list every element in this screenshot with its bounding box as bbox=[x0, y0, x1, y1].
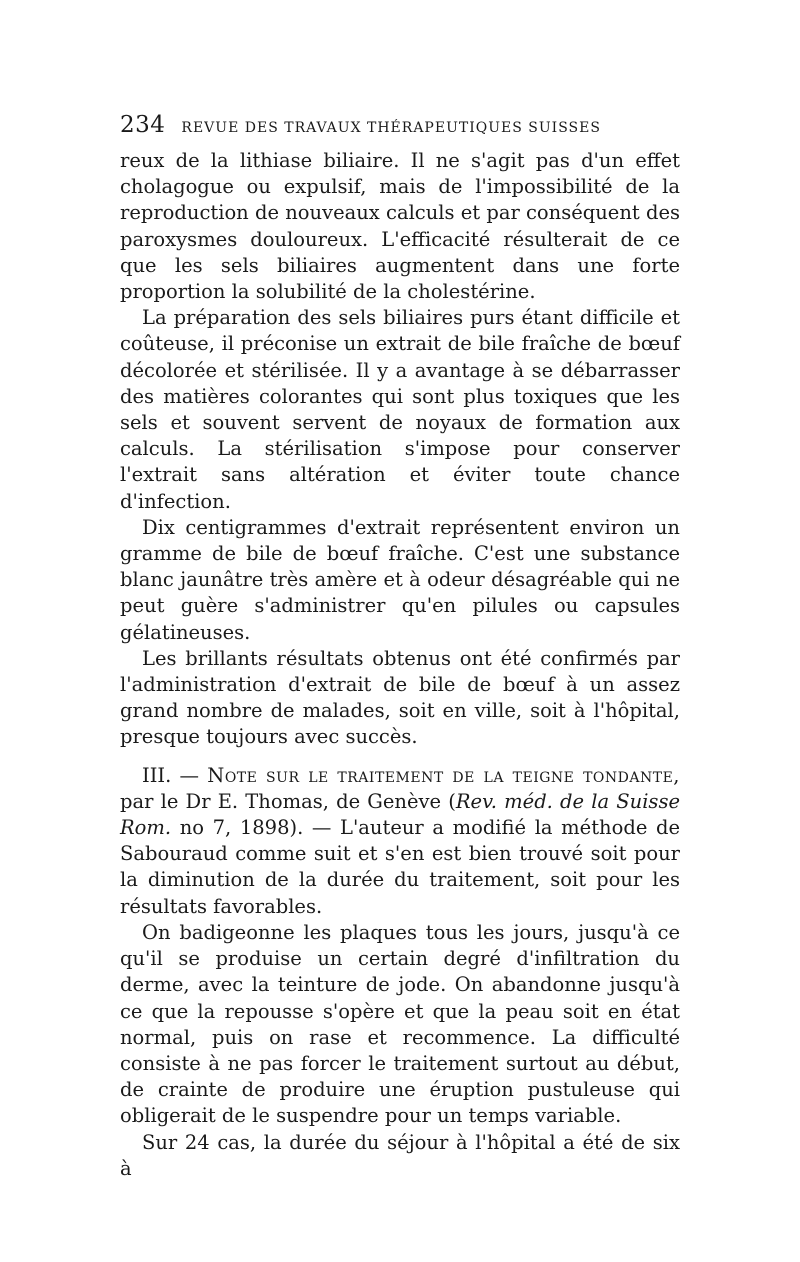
page-body bbox=[120, 148, 680, 1182]
paragraph: reux de la lithiase biliaire. Il ne s'agit pas d'un effet cholagogue ou expulsif, mais de l'impossibilité de la reproduction de nouveaux calculs et par conséquent des paroxysmes douloureux. L'efficacité résulterait de ce que les sels biliaires augmentent dans une forte proportion la solubilité de la cholestérine. bbox=[120, 149, 680, 304]
section-heading-paragraph bbox=[120, 763, 680, 920]
running-title: REVUE DES TRAVAUX THÉRAPEUTIQUES SUISSES bbox=[181, 120, 601, 136]
page-number: 234 bbox=[120, 112, 166, 138]
paragraph: Sur 24 cas, la durée du séjour à l'hôpital a été de six à bbox=[120, 1130, 680, 1180]
page-header bbox=[120, 112, 680, 138]
section-citation: no 7, 1898). — L'auteur a modifié la méthode de Sabouraud comme suit et s'en est bien trouvé soit pour la diminution de la durée du traitement, soit pour les résultats favorables. bbox=[120, 816, 680, 918]
section-number: III. — bbox=[142, 763, 200, 787]
paragraph: La préparation des sels biliaires purs étant difficile et coûteuse, il préconise un extrait de bile fraîche de bœuf décolorée et stérilisée. Il y a avantage à se débarrasser des matières colorantes qui sont plus toxiques que les sels et souvent servent de noyaux de formation aux calculs. La stérilisation s'impose pour conserver l'extrait sans altération et éviter toute chance d'infection. bbox=[120, 306, 680, 513]
section-byline: par le Dr E. Thomas, de Genève ( bbox=[120, 789, 456, 813]
section-title: Note sur le traitement de la teigne tondante, bbox=[207, 763, 681, 787]
section-spacer bbox=[120, 751, 680, 763]
paragraph: On badigeonne les plaques tous les jours, jusqu'à ce qu'il se produise un certain degré d'infiltration du derme, avec la teinture de jode. On abandonne jusqu'à ce que la repousse s'opère et que la peau soit en état normal, puis on rase et recommence. La difficulté consiste à ne pas forcer le traitement surtout au début, de crainte de produire une éruption pustuleuse qui obligerait de le suspendre pour un temps variable. bbox=[120, 920, 680, 1128]
paragraph: Dix centigrammes d'extrait représentent environ un gramme de bile de bœuf fraîche. C'est une substance blanc jaunâtre très amère et à odeur désagréable qui ne peut guère s'administrer qu'en pilules ou capsules gélatineuses. bbox=[120, 515, 680, 644]
paragraph: Les brillants résultats obtenus ont été confirmés par l'administration d'extrait de bile de bœuf à un assez grand nombre de malades, soit en ville, soit à l'hôpital, presque toujours avec succès. bbox=[120, 646, 680, 749]
journal-title: Rev. méd. de la Suisse Rom. bbox=[120, 789, 680, 840]
